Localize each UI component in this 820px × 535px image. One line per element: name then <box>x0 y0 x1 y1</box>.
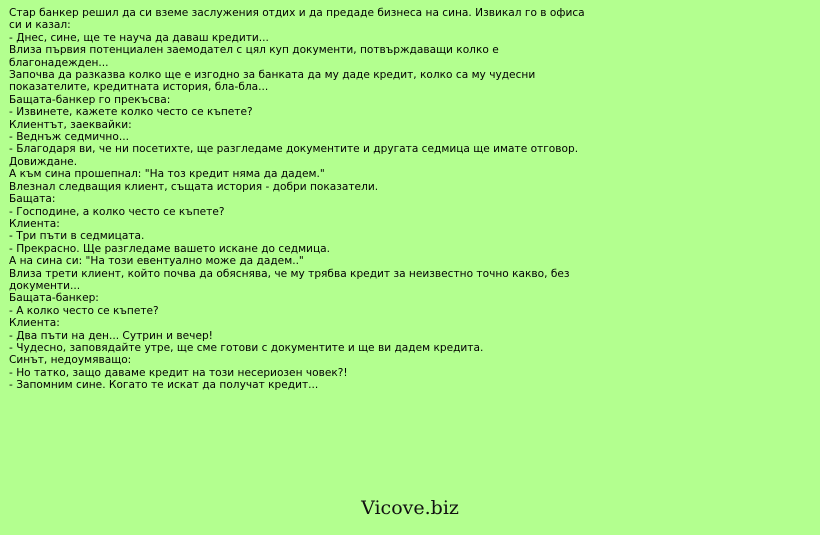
joke-line: А към сина прошепнал: "На тоз кредит няма да дадем." <box>9 168 325 181</box>
joke-line: Бащата-банкер го прекъсва: <box>9 93 171 106</box>
joke-line: Влезнал следващия клиент, същата история - добри показатели. <box>9 180 379 193</box>
joke-line: - Господине, а колко често се къпете? <box>9 205 225 218</box>
joke-line: Клиента: <box>9 317 60 330</box>
joke-line: - Чудесно, заповядайте утре, ще сме готови с документите и ще ви дадем кредита. <box>9 341 484 354</box>
joke-line: - Прекрасно. Ще разгледаме вашето искане до седмица. <box>9 242 331 255</box>
joke-line: - Днес, сине, ще те науча да даваш кредити... <box>9 31 269 44</box>
joke-line: Клиентът, заеквайки: <box>9 118 132 131</box>
joke-line: Бащата-банкер: <box>9 292 99 305</box>
site-watermark: Vicove.biz <box>361 497 459 519</box>
joke-line: - Веднъж седмично... <box>9 131 129 144</box>
joke-line: Започва да разказва колко ще е изгодно за банката да му даде кредит, колко са му чудесни показателите, кредитната история, бла-бла... <box>9 69 536 94</box>
joke-line: Клиента: <box>9 217 60 230</box>
joke-line: Синът, недоумяващо: <box>9 354 132 367</box>
joke-line: - Запомним сине. Когато те искат да получат кредит... <box>9 379 319 392</box>
joke-text <box>9 7 589 392</box>
joke-line: - Извинете, кажете колко често се къпете? <box>9 106 253 119</box>
joke-line: - Благодаря ви, че ни посетихте, ще разгледаме документите и другата седмица ще имате отговор. Довиждане. <box>9 143 579 168</box>
joke-line: - А колко често се къпете? <box>9 304 159 317</box>
joke-line: - Но татко, защо даваме кредит на този несериозен човек?! <box>9 366 348 379</box>
joke-line: Бащата: <box>9 193 56 206</box>
joke-line: Влиза първия потенциален заемодател с цял куп документи, потвърждаващи колко е благонадежден... <box>9 44 499 69</box>
joke-line: Влиза трети клиент, който почва да обяснява, че му трябва кредит за неизвестно точно какво, без документи... <box>9 267 570 292</box>
joke-line: Стар банкер решил да си вземе заслужения отдих и да предаде бизнеса на сина. Извикал го в офиса си и казал: <box>9 7 585 32</box>
joke-line: - Три пъти в седмицата. <box>9 230 145 243</box>
joke-line: - Два пъти на ден... Сутрин и вечер! <box>9 329 213 342</box>
joke-line: А на сина си: "На този евентуално може да дадем.." <box>9 255 304 268</box>
